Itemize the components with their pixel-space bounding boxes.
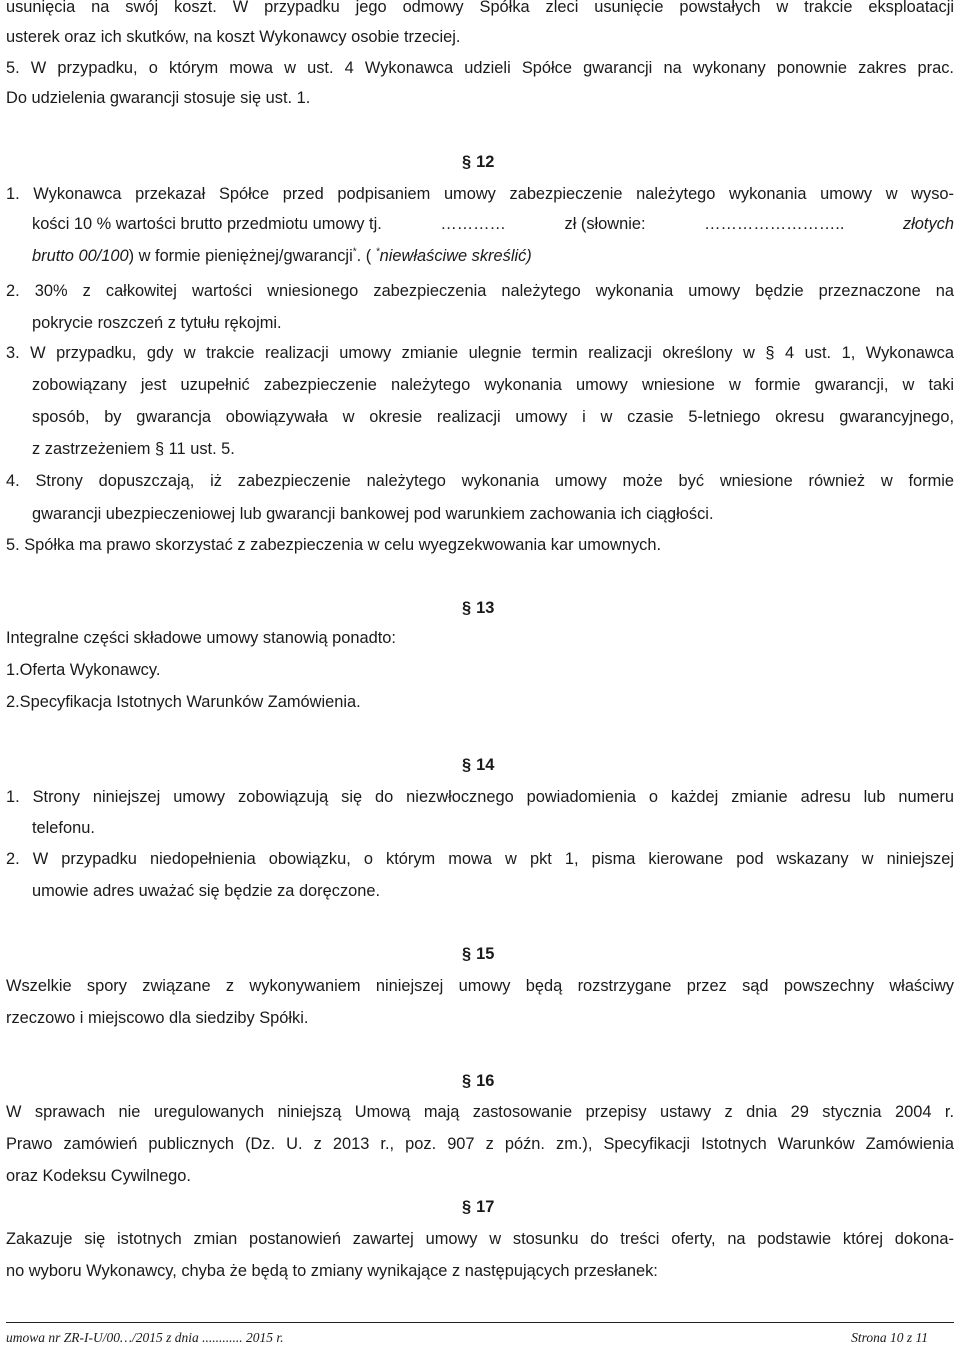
- footnote-mark: *: [352, 246, 357, 258]
- text-fragment: niewłaściwe skreślić): [379, 247, 532, 265]
- text-line: [32, 246, 532, 266]
- section-number: 15: [476, 945, 495, 963]
- text-fragment: złotych: [902, 215, 954, 233]
- text-line: [32, 214, 954, 234]
- text-fragment: brutto 00/100: [32, 247, 129, 265]
- text-line: no wyboru Wykonawcy, chyba że będą to zmiany wynikające z następujących przesłanek:: [6, 1262, 658, 1280]
- list-item: 1.Oferta Wykonawcy.: [6, 661, 161, 679]
- list-item: 2.Specyfikacja Istotnych Warunków Zamówienia.: [6, 693, 361, 711]
- text-line: 5. Spółka ma prawo skorzystać z zabezpieczenia w celu wyegzekwowania kar umownych.: [6, 536, 662, 554]
- text-line: Integralne części składowe umowy stanowią ponadto:: [6, 629, 396, 647]
- footer-divider: [6, 1322, 954, 1323]
- section-number: 16: [476, 1072, 495, 1090]
- text-line: 4. Strony dopuszczają, iż zabezpieczenie należytego wykonania umowy może być wniesione również w formie: [6, 472, 954, 490]
- text-line: usterek oraz ich skutków, na koszt Wykonawcy osobie trzeciej.: [6, 28, 461, 46]
- text-line: 2. 30% z całkowitej wartości wniesionego zabezpieczenia należytego wykonania umowy będzie przeznaczone na: [6, 282, 954, 300]
- section-number: 14: [476, 756, 495, 774]
- text-line: W sprawach nie uregulowanych niniejszą Umową mają zastosowanie przepisy ustawy z dnia 29 stycznia 2004 r.: [6, 1103, 954, 1121]
- text-fragment: . (: [356, 247, 376, 265]
- text-line: 5. W przypadku, o którym mowa w ust. 4 Wykonawca udzieli Spółce gwarancji na wykonany ponownie zakres prac.: [6, 59, 954, 77]
- section-number: 17: [476, 1198, 495, 1216]
- text-line: umowie adres uważać się będzie za doręczone.: [32, 882, 381, 900]
- text-line: 1. Wykonawca przekazał Spółce przed podpisaniem umowy zabezpieczenie należytego wykonania umowy w wyso-: [6, 185, 954, 203]
- section-sign: §: [462, 1072, 472, 1090]
- text-line: zobowiązany jest uzupełnić zabezpieczenie należytego wykonania umowy wniesione w formie gwarancji, w taki: [32, 376, 954, 394]
- text-line: oraz Kodeksu Cywilnego.: [6, 1167, 191, 1185]
- text-line: gwarancji ubezpieczeniowej lub gwarancji bankowej pod warunkiem zachowania ich ciągłości.: [32, 505, 714, 523]
- text-line: Wszelkie spory związane z wykonywaniem niniejszej umowy będą rozstrzygane przez sąd powszechny właściwy: [6, 977, 954, 995]
- footer-page-number: Strona 10 z 11: [851, 1330, 928, 1345]
- text-fragment: kości 10 % wartości brutto przedmiotu umowy tj.: [32, 215, 382, 233]
- section-sign: §: [462, 1198, 472, 1216]
- text-line: sposób, by gwarancja obowiązywała w okresie realizacji umowy i w czasie 5-letniego okresu gwarancyjnego,: [32, 408, 954, 426]
- text-line: z zastrzeżeniem § 11 ust. 5.: [32, 440, 235, 458]
- footnote-mark: *: [375, 246, 380, 258]
- section-heading-16: [462, 1071, 494, 1091]
- text-line: 1. Strony niniejszej umowy zobowiązują się do niezwłocznego powiadomienia o każdej zmianie adresu lub numeru: [6, 788, 954, 806]
- text-line: Prawo zamówień publicznych (Dz. U. z 2013 r., poz. 907 z późn. zm.), Specyfikacji Istotnych Warunków Zamówienia: [6, 1135, 954, 1153]
- blank-dots: …………: [440, 215, 506, 233]
- text-fragment: zł (słownie:: [564, 215, 646, 233]
- footer-contract-ref: umowa nr ZR-I-U/00…/2015 z dnia ............ 2015 r.: [6, 1330, 284, 1345]
- text-line: 2. W przypadku niedopełnienia obowiązku, o którym mowa w pkt 1, pisma kierowane pod wskazany w niniejszej: [6, 850, 954, 868]
- section-sign: §: [462, 945, 472, 963]
- text-fragment: ) w formie pieniężnej/gwarancji: [128, 247, 353, 265]
- text-line: 3. W przypadku, gdy w trakcie realizacji umowy zmianie ulegnie termin realizacji określony w § 4 ust. 1, Wykonawca: [6, 344, 954, 362]
- section-heading-17: [462, 1197, 494, 1217]
- text-line: Zakazuje się istotnych zmian postanowień zawartej umowy w stosunku do treści oferty, na podstawie której dokona-: [6, 1230, 954, 1248]
- text-line: telefonu.: [32, 819, 95, 837]
- section-heading-13: [462, 598, 494, 618]
- section-sign: §: [462, 599, 472, 617]
- section-number: 12: [476, 153, 495, 171]
- text-line: rzeczowo i miejscowo dla siedziby Spółki.: [6, 1009, 309, 1027]
- section-heading-12: [462, 152, 494, 172]
- blank-dots: ……………………..: [704, 215, 845, 233]
- text-line: pokrycie roszczeń z tytułu rękojmi.: [32, 314, 282, 332]
- section-heading-15: [462, 944, 494, 964]
- text-line: Do udzielenia gwarancji stosuje się ust. 1.: [6, 89, 311, 107]
- section-sign: §: [462, 756, 472, 774]
- section-number: 13: [476, 599, 495, 617]
- section-sign: §: [462, 153, 472, 171]
- section-heading-14: [462, 755, 494, 775]
- text-line: usunięcia na swój koszt. W przypadku jego odmowy Spółka zleci usunięcie powstałych w trakcie eksploatacji: [6, 0, 954, 16]
